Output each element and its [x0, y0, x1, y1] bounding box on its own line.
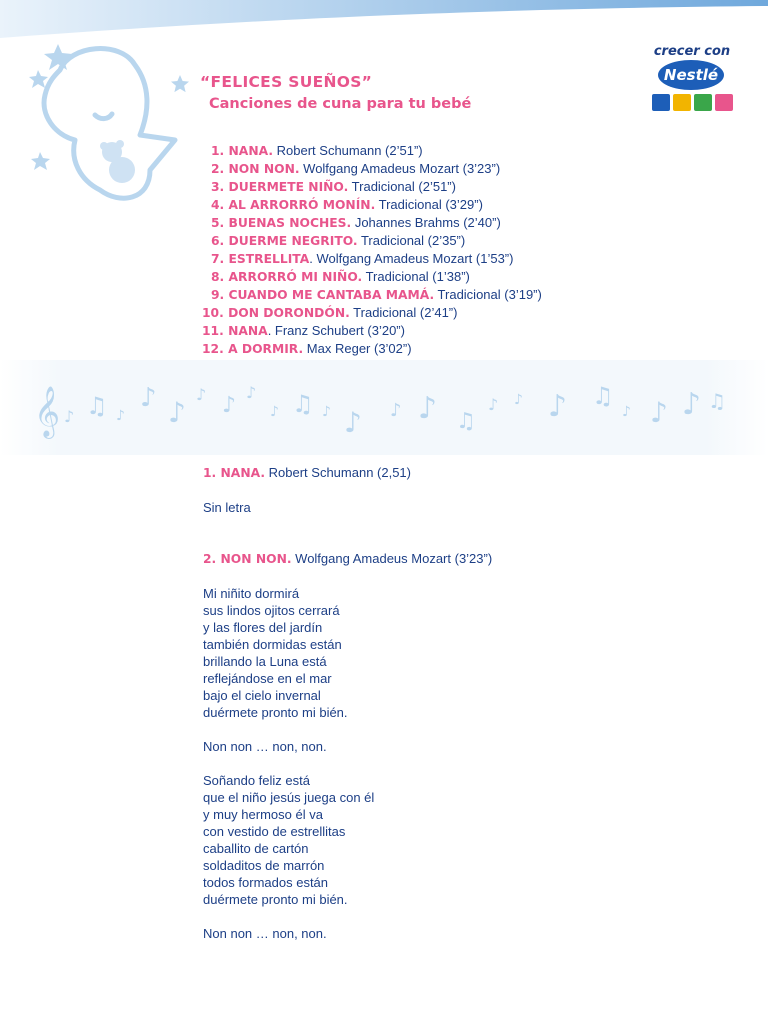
lyric-line: Soñando feliz está — [203, 773, 310, 788]
lyric-line: duérmete pronto mi bién. — [203, 705, 348, 720]
track-item: 3. DUERMETE NIÑO. Tradicional (2’51”) — [211, 179, 456, 194]
logo-tagline: crecer con — [653, 44, 731, 59]
star-icon — [170, 74, 190, 94]
svg-text:♪: ♪ — [64, 407, 75, 426]
svg-text:♫: ♫ — [592, 382, 614, 410]
chorus-line: Non non … non, non. — [203, 926, 327, 941]
treble-clef-icon: 𝄞 — [34, 386, 61, 437]
track-item: 8. ARRORRÓ MI NIÑO. Tradicional (1’38”) — [211, 269, 470, 284]
lyrics-content — [203, 464, 492, 942]
track-item: 9. CUANDO ME CANTABA MAMÁ. Tradicional (3’19”) — [211, 287, 542, 302]
svg-text:♪: ♪ — [222, 393, 237, 418]
track-item: 2. NON NON. Wolfgang Amadeus Mozart (3’23”) — [211, 161, 501, 176]
svg-text:♪: ♪ — [650, 396, 668, 429]
sleeping-bear-illustration — [0, 40, 200, 220]
song-note: Sin letra — [203, 500, 251, 515]
logo-stage-icons — [652, 94, 733, 111]
track-item: 12. A DORMIR. Max Reger (3’02”) — [202, 341, 412, 356]
logo-stage-icon — [694, 94, 712, 111]
track-item: 1. NANA. Robert Schumann (2’51”) — [211, 143, 423, 158]
svg-text:♪: ♪ — [390, 400, 402, 421]
chorus-line: Non non … non, non. — [203, 739, 327, 754]
logo-stage-icon — [715, 94, 733, 111]
svg-text:♪: ♪ — [168, 396, 186, 429]
svg-text:♪: ♪ — [116, 408, 125, 424]
track-item: 4. AL ARRORRÓ MONÍN. Tradicional (3’29”) — [211, 197, 483, 212]
svg-text:♪: ♪ — [418, 391, 438, 426]
logo-brand-oval — [658, 60, 724, 90]
svg-text:♪: ♪ — [622, 404, 631, 420]
lyric-line: duérmete pronto mi bién. — [203, 892, 348, 907]
nestle-logo — [646, 44, 738, 118]
lyric-line: con vestido de estrellitas — [203, 824, 346, 839]
music-notes-divider — [0, 360, 768, 455]
page-title: “FELICES SUEÑOS” — [200, 73, 373, 91]
track-item: 11. NANA. Franz Schubert (3’20”) — [202, 323, 405, 338]
lyric-line: bajo el cielo invernal — [203, 688, 321, 703]
svg-text:♫: ♫ — [708, 389, 726, 413]
lyric-line: que el niño jesús juega con él — [203, 790, 375, 805]
svg-text:♪: ♪ — [514, 392, 523, 408]
svg-text:♪: ♪ — [488, 395, 499, 414]
lyric-line: caballito de cartón — [203, 841, 309, 856]
svg-text:♪: ♪ — [196, 385, 207, 404]
svg-text:♪: ♪ — [548, 389, 568, 424]
logo-stage-icon — [652, 94, 670, 111]
lyric-line: y muy hermoso él va — [203, 807, 323, 822]
svg-text:♫: ♫ — [86, 392, 108, 420]
song-heading: 1. NANA. Robert Schumann (2,51) — [203, 465, 411, 480]
svg-text:♫: ♫ — [292, 390, 314, 418]
lyric-line: y las flores del jardín — [203, 620, 323, 635]
lyric-line: sus lindos ojitos cerrará — [203, 603, 340, 618]
svg-text:♪: ♪ — [344, 406, 362, 439]
logo-brand-text: Nestlé — [663, 66, 719, 84]
lyric-line: Mi niñito dormirá — [203, 586, 300, 601]
svg-text:♪: ♪ — [246, 383, 257, 402]
track-item: 5. BUENAS NOCHES. Johannes Brahms (2’40”) — [211, 215, 501, 230]
logo-stage-icon — [673, 94, 691, 111]
track-list — [202, 142, 542, 358]
lyric-line: brillando la Luna está — [203, 654, 327, 669]
lyric-line: todos formados están — [203, 875, 329, 890]
song-heading: 2. NON NON. Wolfgang Amadeus Mozart (3’23”) — [203, 551, 493, 566]
svg-text:♫: ♫ — [456, 409, 476, 434]
track-item: 10. DON DORONDÓN. Tradicional (2’41”) — [202, 305, 458, 320]
svg-text:♪: ♪ — [682, 387, 702, 422]
page-subtitle: Canciones de cuna para tu bebé — [209, 96, 472, 112]
lyric-line: reflejándose en el mar — [203, 671, 332, 686]
track-item: 7. ESTRELLITA. Wolfgang Amadeus Mozart (1’53”) — [211, 251, 514, 266]
svg-text:♪: ♪ — [270, 404, 279, 420]
svg-text:♪: ♪ — [322, 404, 331, 420]
svg-text:♪: ♪ — [140, 383, 157, 413]
track-item: 6. DUERME NEGRITO. Tradicional (2’35”) — [211, 233, 466, 248]
lyric-line: soldaditos de marrón — [203, 858, 325, 873]
lyric-line: también dormidas están — [203, 637, 342, 652]
